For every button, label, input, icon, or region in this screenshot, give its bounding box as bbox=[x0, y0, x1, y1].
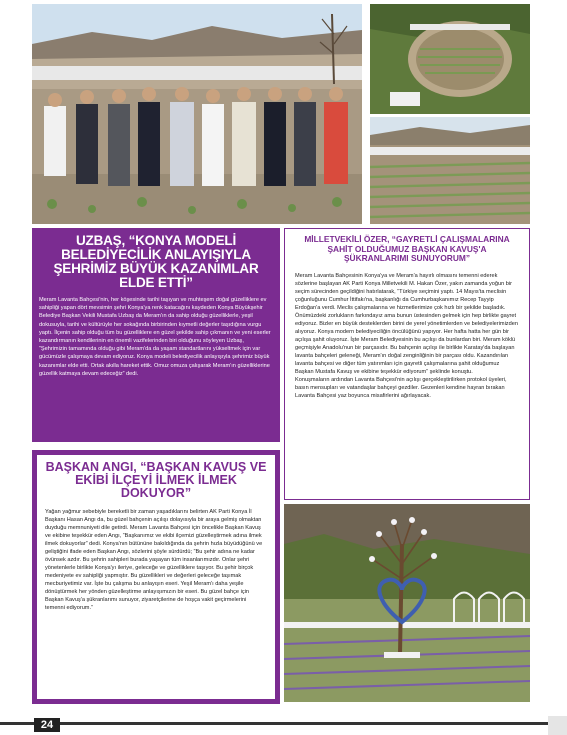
heart-sculpture-photo bbox=[284, 504, 530, 702]
article-uzbas-headline: UZBAŞ, “KONYA MODELİ BELEDİYECİLİK ANLAYIŞIYLA ŞEHRİMİZ BÜYÜK KAZANIMLAR ELDE ETTİ” bbox=[53, 233, 259, 290]
lavender-rows-photo bbox=[370, 117, 530, 224]
article-angi-headline: BAŞKAN ANGI, “BAŞKAN KAVUŞ VE EKİBİ İLÇEYİ İLMEK İLMEK DOKUYOR” bbox=[45, 460, 267, 500]
article-angi bbox=[32, 450, 280, 704]
article-uzbas bbox=[32, 228, 280, 442]
footer-rule bbox=[0, 722, 567, 725]
group-photo bbox=[32, 4, 362, 224]
page-edge-shade bbox=[548, 716, 567, 735]
article-ozer-closing: Konuşmaların ardından Lavanta Bahçesi'nin açılışı gerçekleştirilirken protokol üyeleri, basın mensupları ve vatandaşlar bahçeyi gezdiler. Gezenleri kendine hayran bırakan Lavanta Bahçesi yaz boyunca misafirlerini ağırlayacak. bbox=[295, 376, 507, 399]
aerial-garden-photo bbox=[370, 4, 530, 114]
article-angi-body: Yağan yağmur sebebiyle bereketli bir zaman yaşadıklarını belirten AK Parti Konya İl Başkanı Hasan Angı da, bu güzel bahçenin açılışı dolayısıyla bir araya gelmiş olmaktan duyduğu memnuniyeti dile getirdi. Meram Lavanta Bahçesi için öncelikle Başkan Kavuş ve ekibine teşekkür eden Angı, “Başkanımız ve ekibi ilçemizi güzelleştirmek adına ilmek ilmek dokuyorlar” dedi. Konya'nın bütününe bakıldığında da şehrin hızla büyüdüğünü ve geliştiğini ifade eden Başkan Angı, sözlerini şöyle sürdürdü; “Bu şehir adına ne kadar övünsek azdır. Bu şehrin sahipleri burada yaşayan tüm insanlarımızdır. Onlar şehri yönetenlerle birlikte Konya'yı ileriye, geleceğe ve güzelliklere taşıyor. Bu şehir birçok medeniyete ev sahipliği yapmıştır. Bu güzellikleri ve değerleri geleceğe taşımak mecburiyetimiz var. İşte bu çalışma bu anlayışın eseri. Yeşil Meram'ı daha yeşile dönüştürmek her yönden güzelleştirme anlayışımızın bir eseri. Bu güzel bahçe için Başkan Kavuş'a şükranlarımı sunuyor, ziyaretçilerine de hoşça vakit geçirmelerini temenni ediyorum.” bbox=[45, 509, 263, 611]
page-number: 24 bbox=[34, 718, 60, 732]
article-angi-inner bbox=[37, 455, 275, 699]
article-ozer-headline: MİLLETVEKİLİ ÖZER, “GAYRETLİ ÇALIŞMALARINA ŞAHİT OLDUĞUMUZ BAŞKAN KAVUŞ'A ŞÜKRANLARIMI SUNUYORUM” bbox=[304, 234, 510, 264]
article-ozer bbox=[284, 228, 530, 500]
article-uzbas-body: Meram Lavanta Bahçesi'nin, her köşesinde tarihi taşıyan ve muhteşem doğal güzelliklere ev sahipliği yapan dört mevsimin şehri Konya'ya renk katacağını kaydeden Konya Büyükşehir Belediye Başkan Vekili Mustafa Uzbaş da Meram'ın da sahip olduğu güzelliklerle, yeşil dokusuyla, tarihi ve kültürüyle her sokağında birbirinden kıymetli değerler taşıdığına vurgu yaptı. İlçenin sahip olduğu tüm bu güzelliklere en güzel şekilde sahip çıkmanın ve yeni eserler kazandırmanın kendilerinin en önemli vazifelerinden biri olduğunu söyleyen Uzbaş, “Şehrimizin tamamında olduğu gibi Meram'da da yaşam standartlarını yükseltmek için var gücümüzle çalışmaya devam ediyoruz. Konya modeli belediyecilik anlayışıyla şehrimiz büyük kazanımlar elde etti. Ortak akılla hareket ettik. Omuz omuza çalışarak Meram'ın güzelliklerine güzellik katmaya devam edeceğiz” dedi. bbox=[39, 297, 271, 377]
page-footer bbox=[0, 712, 567, 735]
article-ozer-body: Meram Lavanta Bahçesinin Konya'ya ve Meram'a hayırlı olmasını temenni ederek sözlerine başlayan AK Parti Konya Milletvekili M. Hakan Özer, yakın zamanda yoğun bir seçim sürecinden geçildiğini hatırlatarak, “Türkiye seçimini yaptı. 14 Mayıs'ta meclisin çoğunluğunu Cumhur İttifakı'na, başkanlığı da Cumhurbaşkanımız Recep Tayyip Erdoğan'a verdi. Meclis çalışmalarına ve hizmetlerimize çok hızlı bir şekilde başladık. Önümüzdeki zorlukların farkındayız ama bunun üstesinden gelmek için hep birlikte gayret ediyoruz. Bizler en büyük desteklerden birini de yerel yönetimlerden ve belediyelerimizden alıyoruz. Konya modern belediyeciliğin öncülüğünü yapıyor. Her hafta hatta her gün bir açılışa şahit oluyoruz. İşte Meram Belediyesinin bu açılışı da bunlardan biri. Meram köklü geçmişiyle Anadolu'nun bir parçasıdır. Bu bahçenin açılışı ile birlikte Karatay'da başlayan lavanta bahçeleri geleneği, Meram'ın doğal zenginliğinin bir parçası oldu. Kazandırılan lavanta bahçesi ve diğer tüm yatırımları için gayretli çalışmalarına şahit olduğumuz Başkan Mustafa Kavuş ve ekibine teşekkür ediyorum” şeklinde konuştu. bbox=[295, 272, 518, 375]
